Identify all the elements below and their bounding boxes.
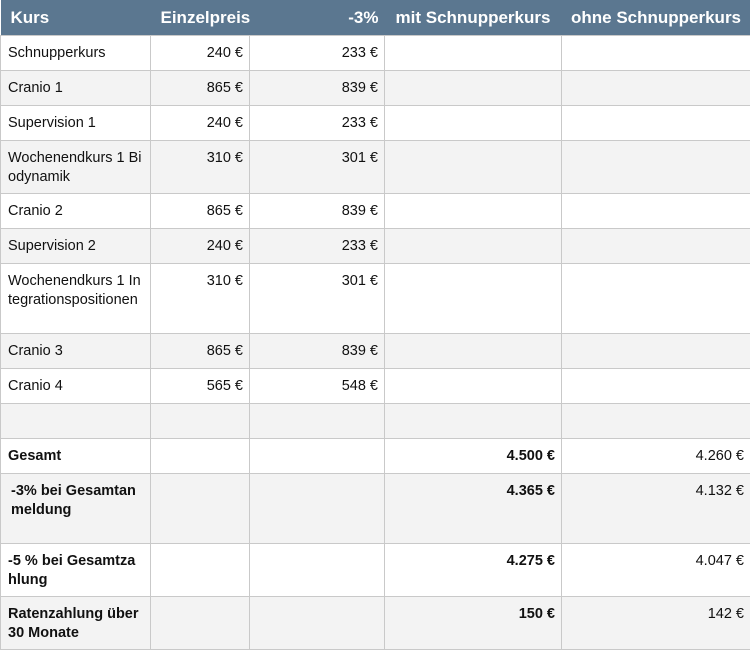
table-row xyxy=(1,141,750,194)
cell-empty xyxy=(250,439,385,474)
cell-einzelpreis: 565 € xyxy=(151,369,250,404)
table-row xyxy=(1,106,750,141)
cell-minus3: 839 € xyxy=(250,194,385,229)
cell-mit xyxy=(385,229,562,264)
summary-row-gesamt xyxy=(1,439,750,474)
table-row xyxy=(1,369,750,404)
cell-ohne xyxy=(562,229,750,264)
summary-ohne: 142 € xyxy=(562,597,750,650)
cell-minus3: 839 € xyxy=(250,334,385,369)
cell-minus3: 233 € xyxy=(250,36,385,71)
summary-mit: 4.365 € xyxy=(385,474,562,544)
cell-einzelpreis: 240 € xyxy=(151,106,250,141)
cell-mit xyxy=(385,141,562,194)
cell-minus3: 839 € xyxy=(250,71,385,106)
cell-einzelpreis: 240 € xyxy=(151,36,250,71)
cell-minus3: 301 € xyxy=(250,141,385,194)
cell-kurs: Supervision 1 xyxy=(1,106,151,141)
summary-label: Gesamt xyxy=(1,439,151,474)
table-row xyxy=(1,334,750,369)
cell-minus3: 548 € xyxy=(250,369,385,404)
cell-minus3: 233 € xyxy=(250,106,385,141)
summary-ohne: 4.260 € xyxy=(562,439,750,474)
cell-einzelpreis: 865 € xyxy=(151,194,250,229)
cell-ohne xyxy=(562,194,750,229)
header-row xyxy=(1,0,750,36)
header-einzelpreis: Einzelpreis xyxy=(151,0,250,36)
summary-row-gesamtzahlung xyxy=(1,544,750,597)
cell-minus3: 233 € xyxy=(250,229,385,264)
cell-mit xyxy=(385,334,562,369)
header-minus3: -3% xyxy=(250,0,385,36)
cell-kurs xyxy=(1,404,151,439)
cell-kurs: Cranio 4 xyxy=(1,369,151,404)
summary-row-gesamtanmeldung xyxy=(1,474,750,544)
cell-ohne xyxy=(562,404,750,439)
cell-minus3: 301 € xyxy=(250,264,385,334)
header-mit-schnupperkurs: mit Schnupperkurs xyxy=(385,0,562,36)
summary-label: Ratenzahlung über 30 Monate xyxy=(1,597,151,650)
summary-ohne: 4.132 € xyxy=(562,474,750,544)
cell-mit xyxy=(385,264,562,334)
cell-mit xyxy=(385,369,562,404)
cell-ohne xyxy=(562,36,750,71)
cell-ohne xyxy=(562,264,750,334)
table-row xyxy=(1,71,750,106)
table-row xyxy=(1,194,750,229)
cell-einzelpreis: 310 € xyxy=(151,141,250,194)
cell-ohne xyxy=(562,106,750,141)
cell-empty xyxy=(151,544,250,597)
cell-kurs: Cranio 3 xyxy=(1,334,151,369)
cell-mit xyxy=(385,194,562,229)
summary-mit: 150 € xyxy=(385,597,562,650)
header-ohne-schnupperkurs: ohne Schnupperkurs xyxy=(562,0,750,36)
cell-einzelpreis xyxy=(151,404,250,439)
cell-minus3 xyxy=(250,404,385,439)
cell-einzelpreis: 865 € xyxy=(151,71,250,106)
cell-kurs: Cranio 1 xyxy=(1,71,151,106)
cell-mit xyxy=(385,404,562,439)
summary-ohne: 4.047 € xyxy=(562,544,750,597)
cell-einzelpreis: 240 € xyxy=(151,229,250,264)
cell-kurs: Supervision 2 xyxy=(1,229,151,264)
cell-kurs: Wochenendkurs 1 Biodynamik xyxy=(1,141,151,194)
summary-mit: 4.275 € xyxy=(385,544,562,597)
cell-ohne xyxy=(562,334,750,369)
table-row xyxy=(1,229,750,264)
summary-mit: 4.500 € xyxy=(385,439,562,474)
cell-kurs: Schnupperkurs xyxy=(1,36,151,71)
cell-kurs: Wochenendkurs 1 Integrationspositionen xyxy=(1,264,151,334)
cell-mit xyxy=(385,106,562,141)
cell-einzelpreis: 310 € xyxy=(151,264,250,334)
cell-empty xyxy=(151,474,250,544)
cell-mit xyxy=(385,71,562,106)
cell-empty xyxy=(250,474,385,544)
cell-ohne xyxy=(562,369,750,404)
table-row xyxy=(1,264,750,334)
cell-einzelpreis: 865 € xyxy=(151,334,250,369)
summary-row-ratenzahlung xyxy=(1,597,750,650)
cell-kurs: Cranio 2 xyxy=(1,194,151,229)
cell-ohne xyxy=(562,71,750,106)
cell-ohne xyxy=(562,141,750,194)
table-row xyxy=(1,36,750,71)
summary-label: -5 % bei Gesamtzahlung xyxy=(1,544,151,597)
table-row-empty xyxy=(1,404,750,439)
cell-empty xyxy=(250,544,385,597)
header-kurs: Kurs xyxy=(1,0,151,36)
cell-mit xyxy=(385,36,562,71)
cell-empty xyxy=(250,597,385,650)
summary-label: -3% bei Gesamtanmeldung xyxy=(1,474,151,544)
cell-empty xyxy=(151,597,250,650)
cell-empty xyxy=(151,439,250,474)
